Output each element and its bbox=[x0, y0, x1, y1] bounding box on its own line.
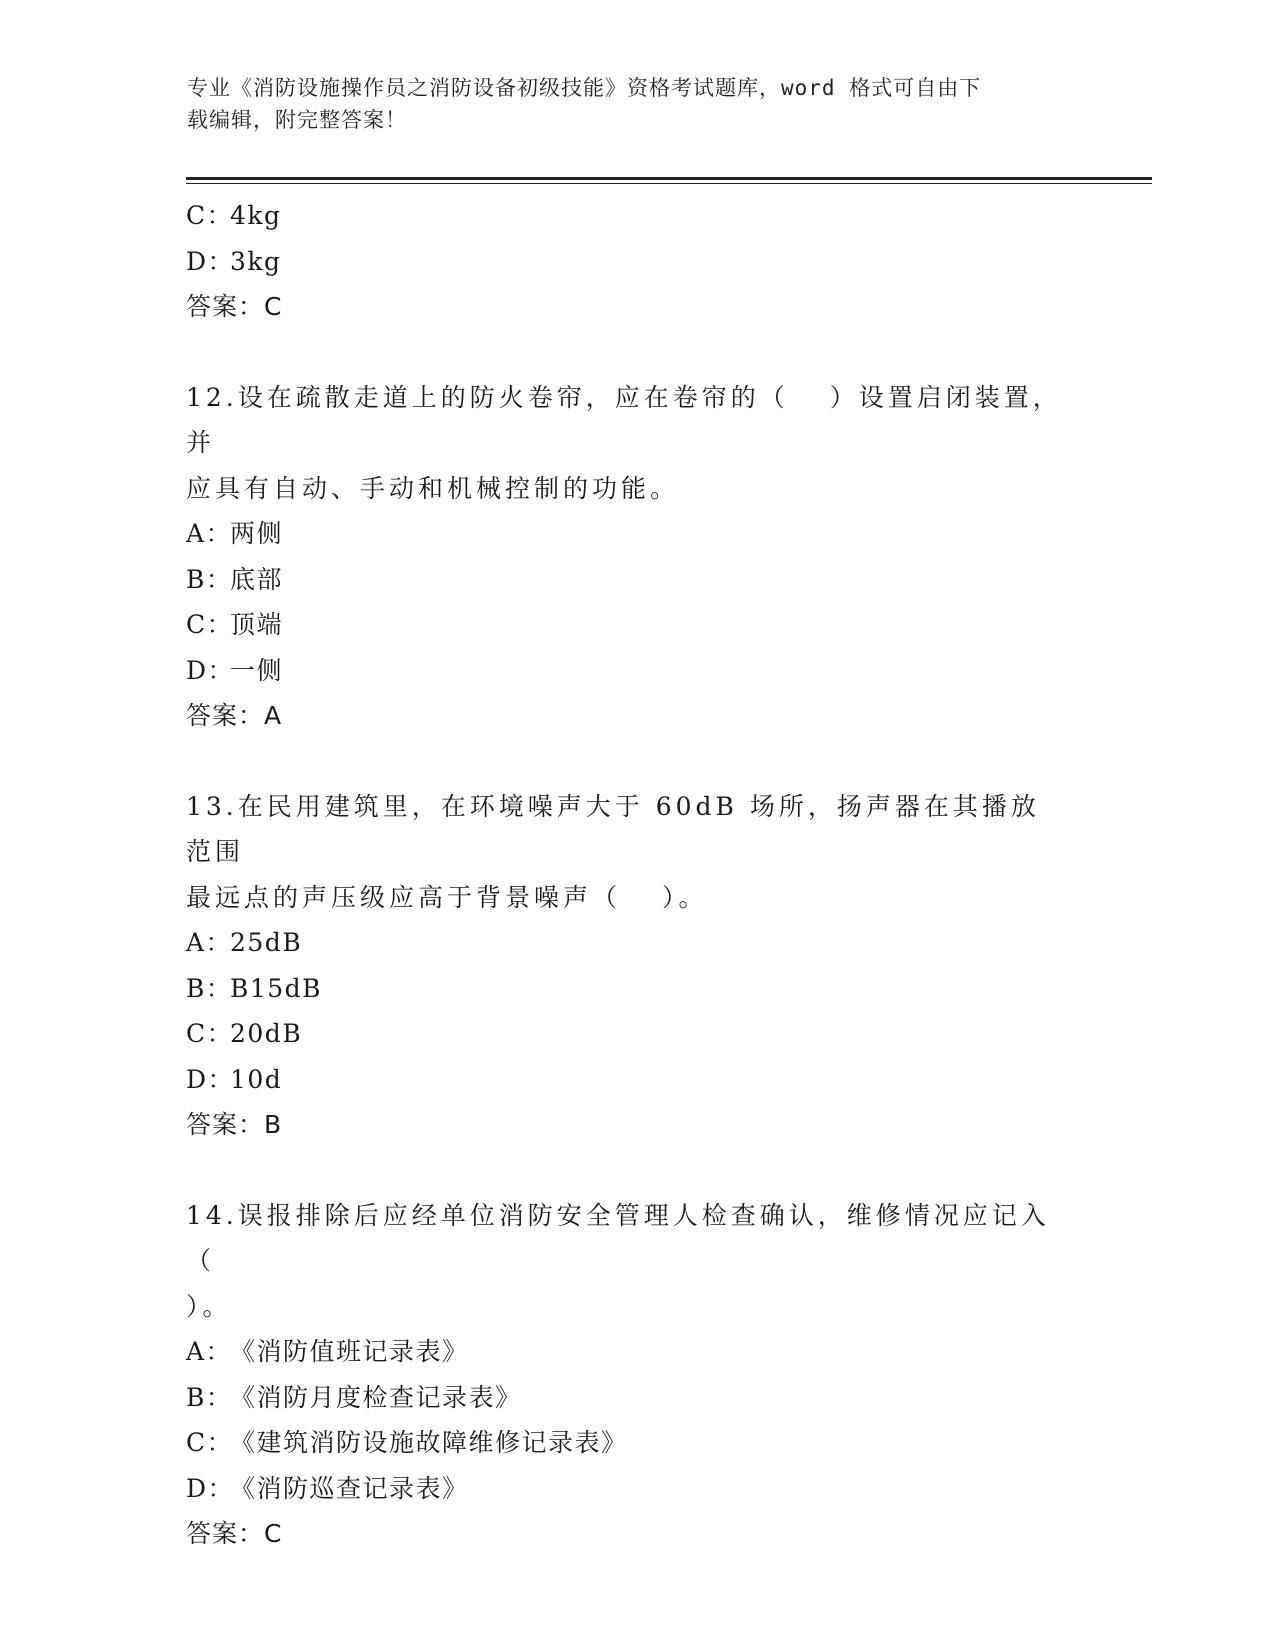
answer-line: 答案：A bbox=[186, 701, 283, 730]
option-d bbox=[186, 1057, 1086, 1103]
option-text: 两侧 bbox=[230, 519, 284, 548]
question-13 bbox=[186, 784, 1086, 1148]
option-key: B： bbox=[186, 564, 233, 594]
question-stem bbox=[186, 1193, 1066, 1330]
question-stem-line-2: 应具有自动、手动和机械控制的功能。 bbox=[186, 473, 680, 503]
option-d bbox=[186, 239, 1086, 285]
option-key: D： bbox=[186, 655, 235, 685]
option-text: 10d bbox=[230, 1064, 283, 1094]
option-b bbox=[186, 966, 1086, 1012]
answer-line: 答案：C bbox=[186, 292, 283, 321]
option-text: 《消防值班记录表》 bbox=[230, 1337, 469, 1366]
option-b bbox=[186, 1375, 1086, 1421]
option-text: 3kg bbox=[230, 246, 282, 276]
option-text: 20dB bbox=[230, 1019, 303, 1048]
option-key: C： bbox=[186, 201, 234, 230]
option-key: D： bbox=[186, 1473, 235, 1503]
question-stem-line-1: 12.设在疏散走道上的防火卷帘，应在卷帘的（ ）设置启闭装置，并 bbox=[186, 382, 1062, 457]
option-a bbox=[186, 920, 1086, 966]
option-text: 25dB bbox=[230, 928, 303, 957]
option-a bbox=[186, 511, 1086, 557]
page-header bbox=[187, 72, 1067, 136]
option-c bbox=[186, 1011, 1086, 1057]
option-c bbox=[186, 602, 1086, 648]
question-stem-line-2: ）。 bbox=[186, 1291, 232, 1321]
option-key: A： bbox=[186, 1337, 233, 1366]
question-stem bbox=[186, 375, 1066, 512]
option-text: 《消防月度检查记录表》 bbox=[230, 1382, 522, 1412]
option-text: 《消防巡查记录表》 bbox=[230, 1473, 469, 1503]
option-text: 底部 bbox=[230, 564, 284, 594]
option-key: D： bbox=[186, 246, 235, 276]
option-d bbox=[186, 648, 1086, 694]
option-key: C： bbox=[186, 610, 234, 639]
question-stem-line-2: 最远点的声压级应高于背景噪声（ ）。 bbox=[186, 882, 708, 912]
answer-line: 答案：B bbox=[186, 1110, 283, 1139]
option-c bbox=[186, 193, 1086, 239]
option-a bbox=[186, 1329, 1086, 1375]
question-14 bbox=[186, 1193, 1086, 1557]
option-text: 《建筑消防设施故障维修记录表》 bbox=[230, 1428, 628, 1457]
question-12 bbox=[186, 375, 1086, 739]
question-stem-line-1: 13.在民用建筑里，在环境噪声大于 60dB 场所，扬声器在其播放范围 bbox=[186, 791, 1040, 866]
option-b bbox=[186, 557, 1086, 603]
option-key: C： bbox=[186, 1428, 234, 1457]
question-stem-line-1: 14.误报排除后应经单位消防安全管理人检查确认，维修情况应记入（ bbox=[186, 1200, 1050, 1275]
option-d bbox=[186, 1466, 1086, 1512]
question-list bbox=[186, 193, 1086, 1557]
question-stem bbox=[186, 784, 1066, 921]
option-text: 一侧 bbox=[230, 655, 284, 685]
header-divider-thick bbox=[186, 177, 1152, 180]
option-key: B： bbox=[186, 973, 233, 1003]
option-key: A： bbox=[186, 928, 233, 957]
option-key: D： bbox=[186, 1064, 235, 1094]
previous-question-tail bbox=[186, 193, 1086, 330]
header-line-1: 专业《消防设施操作员之消防设备初级技能》资格考试题库，word 格式可自由下 bbox=[187, 76, 982, 100]
option-text: B15dB bbox=[230, 973, 323, 1003]
option-key: C： bbox=[186, 1019, 234, 1048]
option-key: A： bbox=[186, 519, 233, 548]
option-key: B： bbox=[186, 1382, 233, 1412]
option-c bbox=[186, 1420, 1086, 1466]
option-text: 顶端 bbox=[230, 610, 284, 639]
header-line-2: 载编辑，附完整答案！ bbox=[187, 108, 407, 132]
header-divider-thin bbox=[186, 183, 1152, 184]
option-text: 4kg bbox=[230, 201, 282, 230]
answer-line: 答案：C bbox=[186, 1519, 283, 1548]
